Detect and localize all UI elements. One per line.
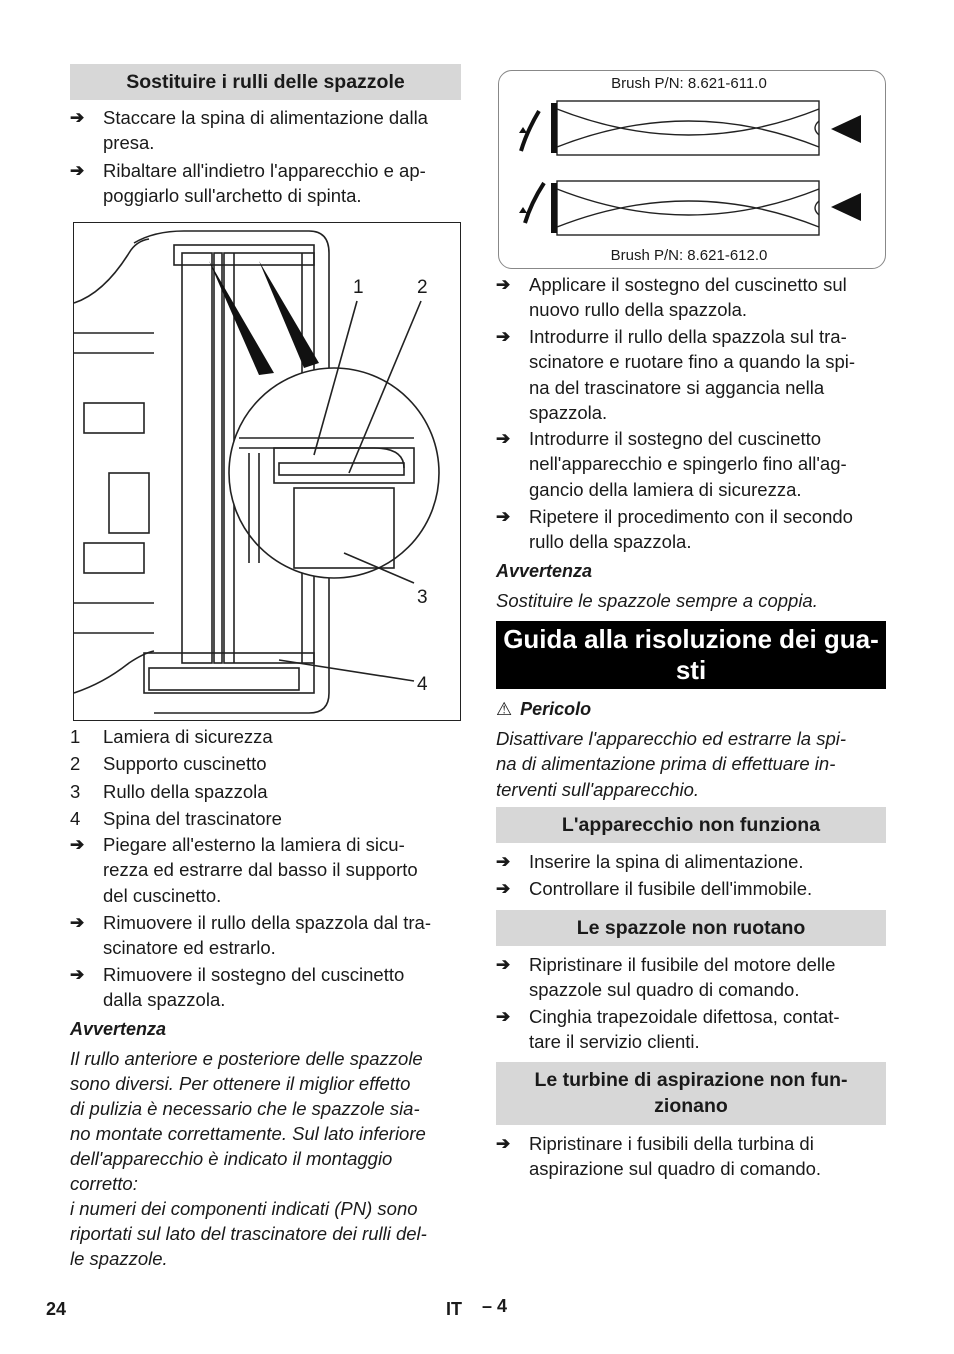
step-line: Staccare la spina di alimentazione dalla bbox=[103, 107, 428, 128]
step-line: Ripristinare il fusibile del motore delle bbox=[529, 954, 836, 975]
danger-line: terventi sull'apparecchio. bbox=[496, 778, 700, 800]
arrow-right-icon: ➔ bbox=[496, 327, 511, 346]
step-item bbox=[70, 962, 494, 1013]
step-line: Cinghia trapezoidale difettosa, contat- bbox=[529, 1006, 840, 1027]
step-line: Ribaltare all'indietro l'apparecchio e ap- bbox=[103, 160, 426, 181]
arrow-right-icon: ➔ bbox=[496, 1007, 511, 1026]
section-heading-troubleshooting bbox=[496, 621, 886, 689]
step-line: scinatore ed estrarlo. bbox=[103, 937, 276, 959]
arrow-right-icon: ➔ bbox=[70, 835, 85, 854]
note-line: di pulizia è necessario che le spazzole sia- bbox=[70, 1098, 420, 1119]
step-line: nuovo rullo della spazzola. bbox=[529, 299, 748, 321]
note-line: riportati sul lato del trascinatore dei rulli del- bbox=[70, 1223, 427, 1244]
brush-pn-bottom: Brush P/N: 8.621-612.0 bbox=[610, 247, 768, 264]
step-item bbox=[496, 272, 919, 323]
step-line: na del trascinatore si aggancia nella bbox=[529, 376, 825, 398]
subheading-suction-turbines bbox=[496, 1062, 886, 1125]
arrow-right-icon: ➔ bbox=[70, 161, 85, 180]
legend-item bbox=[70, 724, 461, 751]
brush-mount-figure bbox=[73, 222, 461, 721]
note-line: corretto: bbox=[70, 1173, 138, 1194]
legend-item bbox=[70, 779, 461, 806]
legend-label: Lamiera di sicurezza bbox=[103, 726, 273, 747]
step-item bbox=[496, 1004, 919, 1055]
arrow-right-icon: ➔ bbox=[496, 955, 511, 974]
step-line: Ripetere il procedimento con il secondo bbox=[529, 506, 853, 527]
legend-number: 2 bbox=[70, 753, 81, 775]
callout-4: 4 bbox=[417, 674, 428, 695]
heading-line: sti bbox=[675, 655, 707, 685]
step-line: Rimuovere il rullo della spazzola dal tra- bbox=[103, 912, 432, 933]
danger-body bbox=[496, 726, 891, 802]
brush-diagram bbox=[499, 71, 885, 268]
step-line: spazzole sul quadro di comando. bbox=[529, 979, 800, 1001]
legend-number: 1 bbox=[70, 726, 81, 747]
step-line: rullo della spazzola. bbox=[529, 531, 692, 553]
arrow-right-icon: ➔ bbox=[496, 852, 511, 871]
note-line: no montate correttamente. Sul lato inferiore bbox=[70, 1123, 426, 1144]
step-line: Piegare all'esterno la lamiera di sicu- bbox=[103, 834, 405, 855]
step-item bbox=[496, 1131, 919, 1182]
legend-list bbox=[70, 724, 461, 834]
note-title: Avvertenza bbox=[70, 1019, 167, 1039]
legend-number: 4 bbox=[70, 808, 81, 830]
heading-line: Le turbine di aspirazione non fun- bbox=[534, 1069, 848, 1091]
note-line: le spazzole. bbox=[70, 1248, 168, 1269]
page-number: 24 bbox=[46, 1299, 67, 1319]
step-line: presa. bbox=[103, 132, 155, 154]
step-line: Controllare il fusibile dell'immobile. bbox=[529, 878, 813, 899]
callout-2: 2 bbox=[417, 277, 428, 298]
legend-label: Rullo della spazzola bbox=[103, 780, 268, 802]
arrow-right-icon: ➔ bbox=[70, 965, 85, 984]
step-item bbox=[70, 105, 494, 156]
heading-line: Guida alla risoluzione dei gua- bbox=[503, 624, 879, 654]
step-item bbox=[496, 876, 919, 901]
legend-number: 3 bbox=[70, 780, 81, 802]
step-line: Introdurre il rullo della spazzola sul tra- bbox=[529, 326, 847, 347]
step-line: Inserire la spina di alimentazione. bbox=[529, 851, 804, 872]
step-line: Rimuovere il sostegno del cuscinetto bbox=[103, 964, 405, 985]
step-item bbox=[70, 832, 494, 908]
arrow-right-icon: ➔ bbox=[496, 1134, 511, 1153]
subheading-brushes-not-rotating: Le spazzole non ruotano bbox=[496, 910, 886, 946]
subheading-device-not-working: L'apparecchio non funziona bbox=[496, 807, 886, 843]
step-item bbox=[496, 952, 919, 1003]
note-body bbox=[70, 1046, 470, 1271]
danger-title bbox=[496, 697, 591, 722]
danger-line: Disattivare l'apparecchio ed estrarre la spi- bbox=[496, 728, 847, 749]
arrow-right-icon: ➔ bbox=[496, 879, 511, 898]
step-line: spazzola. bbox=[529, 402, 608, 424]
callout-3: 3 bbox=[417, 587, 428, 608]
step-item bbox=[496, 324, 919, 426]
legend-label: Supporto cuscinetto bbox=[103, 753, 267, 775]
step-item bbox=[496, 504, 919, 555]
warning-triangle-icon: ⚠ bbox=[496, 699, 513, 719]
section-heading-brush-replace: Sostituire i rulli delle spazzole bbox=[70, 64, 461, 100]
step-item bbox=[496, 849, 919, 874]
step-line: Ripristinare i fusibili della turbina di bbox=[529, 1133, 814, 1154]
language-code: IT bbox=[446, 1299, 462, 1319]
note-title: Avvertenza bbox=[496, 561, 593, 581]
note-line: i numeri dei componenti indicati (PN) sono bbox=[70, 1198, 418, 1219]
note-line: sono diversi. Per ottenere il miglior effetto bbox=[70, 1073, 411, 1094]
danger-line: na di alimentazione prima di effettuare in- bbox=[496, 753, 836, 775]
arrow-right-icon: ➔ bbox=[496, 507, 511, 526]
step-line: nell'apparecchio e spingerlo fino all'ag- bbox=[529, 453, 847, 475]
step-line: dalla spazzola. bbox=[103, 989, 226, 1011]
step-line: rezza ed estrarre dal basso il supporto bbox=[103, 859, 418, 881]
technical-drawing bbox=[74, 223, 460, 720]
arrow-right-icon: ➔ bbox=[496, 429, 511, 448]
step-line: Applicare il sostegno del cuscinetto sul bbox=[529, 274, 847, 295]
step-line: poggiarlo sull'archetto di spinta. bbox=[103, 185, 362, 207]
step-line: gancio della lamiera di sicurezza. bbox=[529, 478, 802, 500]
step-item bbox=[70, 910, 494, 961]
step-line: aspirazione sul quadro di comando. bbox=[529, 1158, 822, 1180]
legend-label: Spina del trascinatore bbox=[103, 808, 282, 830]
note-line: Il rullo anteriore e posteriore delle spazzole bbox=[70, 1048, 423, 1069]
step-line: del cuscinetto. bbox=[103, 884, 222, 906]
legend-item bbox=[70, 751, 461, 778]
step-item bbox=[70, 158, 494, 209]
arrow-right-icon: ➔ bbox=[70, 108, 85, 127]
callout-1: 1 bbox=[353, 277, 364, 298]
heading-line: zionano bbox=[654, 1095, 728, 1117]
legend-item bbox=[70, 806, 461, 833]
arrow-right-icon: ➔ bbox=[70, 913, 85, 932]
note-body: Sostituire le spazzole sempre a coppia. bbox=[496, 590, 818, 611]
danger-title-text: Pericolo bbox=[520, 699, 592, 719]
brush-pn-top: Brush P/N: 8.621-611.0 bbox=[611, 75, 767, 92]
note-line: dell'apparecchio è indicato il montaggio bbox=[70, 1148, 393, 1169]
brush-label-figure bbox=[498, 70, 886, 269]
step-line: scinatore e ruotare fino a quando la spi- bbox=[529, 351, 856, 373]
arrow-right-icon: ➔ bbox=[496, 275, 511, 294]
sub-page-number: – 4 bbox=[482, 1296, 508, 1316]
step-item bbox=[496, 426, 919, 502]
step-line: Introdurre il sostegno del cuscinetto bbox=[529, 428, 822, 449]
step-line: tare il servizio clienti. bbox=[529, 1031, 700, 1053]
